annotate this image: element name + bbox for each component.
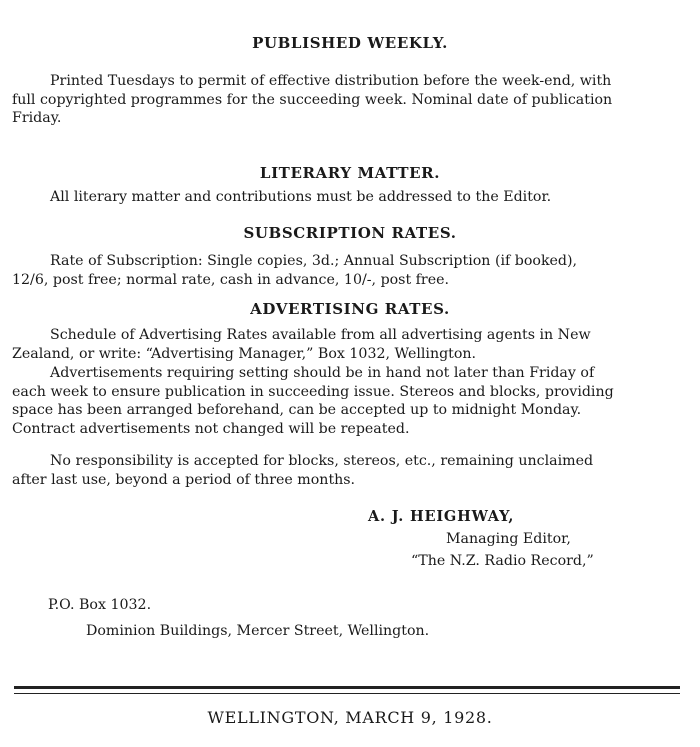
literary-matter-heading: LITERARY MATTER.	[259, 164, 441, 182]
text-line: Schedule of Advertising Rates available from all advertising agents in New	[50, 327, 591, 343]
text-line: 12/6, post free; normal rate, cash in advance, 10/-, post free.	[12, 271, 450, 288]
divider-thin	[14, 693, 680, 694]
subscription-rates-paragraph	[12, 252, 680, 289]
text-line: Printed Tuesdays to permit of effective distribution before the week-end, with	[50, 73, 612, 89]
signature-publication: “The N.Z. Radio Record,”	[411, 553, 594, 569]
literary-matter-paragraph	[12, 188, 680, 207]
dateline: WELLINGTON, MARCH 9, 1928.	[207, 708, 493, 727]
advertising-rates-heading: ADVERTISING RATES.	[250, 300, 450, 318]
text-line: No responsibility is accepted for blocks, stereos, etc., remaining unclaimed	[50, 453, 594, 469]
advertising-paragraph-responsibility	[12, 452, 680, 489]
text-line: Rate of Subscription: Single copies, 3d.; Annual Subscription (if booked),	[50, 253, 578, 269]
subscription-rates-heading: SUBSCRIPTION RATES.	[243, 224, 457, 242]
signature-name: A. J. HEIGHWAY,	[368, 508, 515, 525]
address-po-box: P.O. Box 1032.	[48, 597, 152, 613]
text-line: each week to ensure publication in succeeding issue. Stereos and blocks, providing	[12, 383, 614, 400]
advertising-paragraph-setting	[12, 364, 680, 438]
text-line: Advertisements requiring setting should be in hand not later than Friday of	[50, 365, 595, 381]
text-line: Contract advertisements not changed will be repeated.	[12, 420, 410, 437]
published-weekly-paragraph	[12, 72, 680, 128]
signature-title: Managing Editor,	[446, 531, 571, 547]
text-line: Zealand, or write: “Advertising Manager,” Box 1032, Wellington.	[12, 345, 477, 362]
text-line: space has been arranged beforehand, can be accepted up to midnight Monday.	[12, 402, 582, 418]
address-street: Dominion Buildings, Mercer Street, Wellington.	[86, 623, 430, 639]
advertising-paragraph-schedule	[12, 326, 680, 363]
text-line: full copyrighted programmes for the succeeding week. Nominal date of publication	[12, 91, 613, 108]
text-line: Friday.	[12, 110, 62, 126]
divider-thick	[14, 686, 680, 689]
text-line: after last use, beyond a period of three months.	[12, 471, 356, 488]
text-line: All literary matter and contributions must be addressed to the Editor.	[50, 189, 552, 205]
published-weekly-heading: PUBLISHED WEEKLY.	[252, 34, 448, 52]
